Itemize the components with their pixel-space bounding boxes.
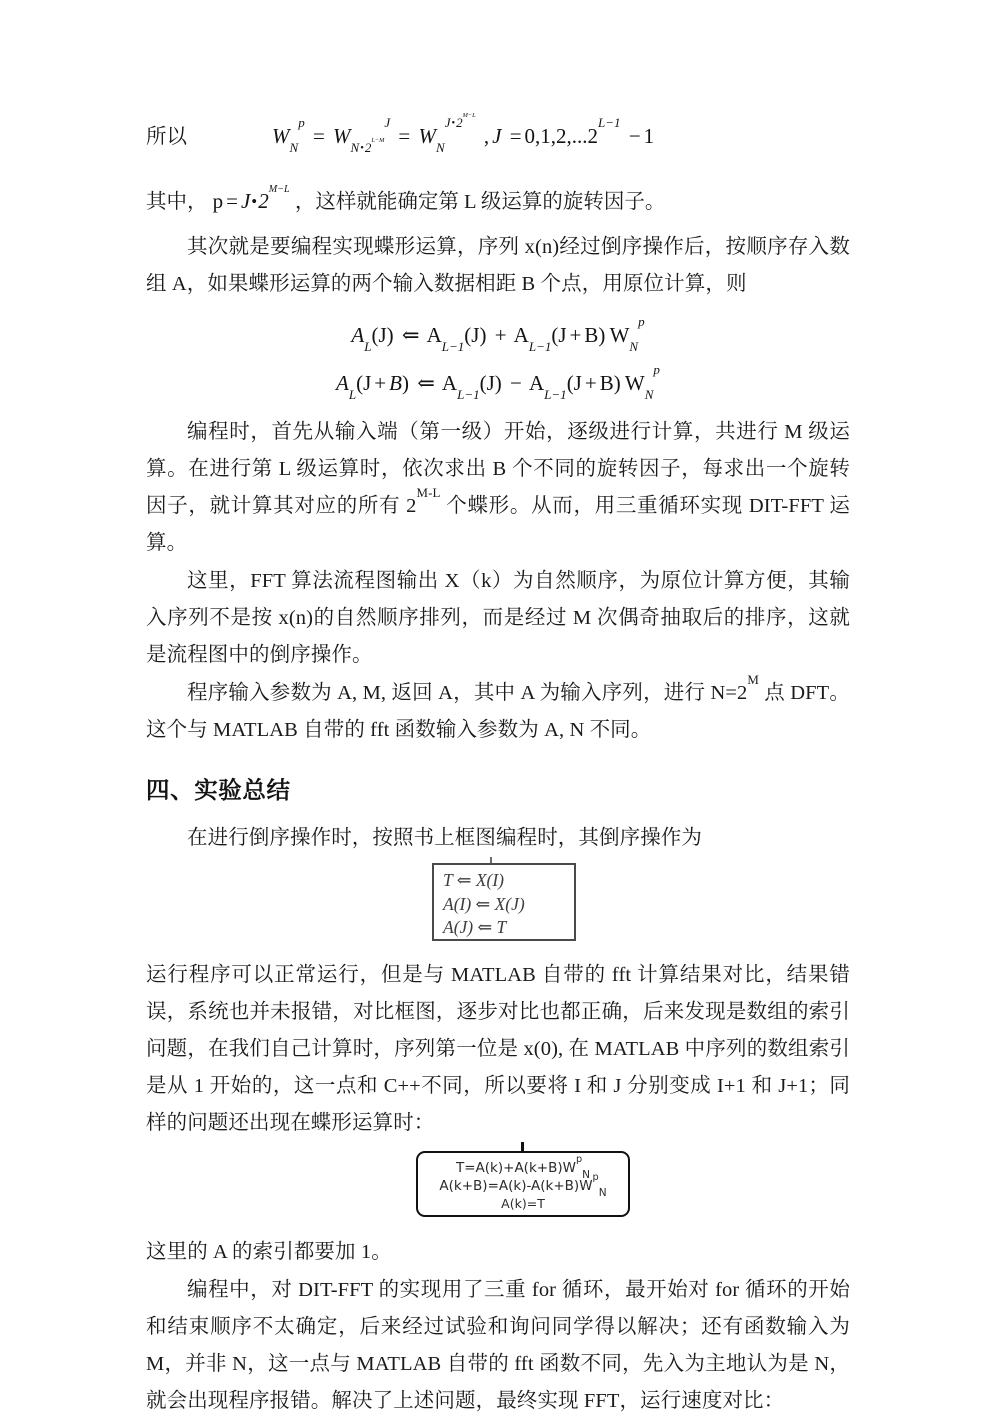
qizhong-prefix: 其中， (146, 191, 208, 213)
params-superscript: M (747, 671, 759, 687)
paragraph-staged-computation (146, 414, 850, 562)
figure-reverse-line-1: T ⇐ X(I) (443, 870, 505, 890)
params-text-tail: 点 DFT。这个与 MATLAB 自带的 fft 函数输入参数为 A, N 不同。 (146, 682, 850, 741)
paragraph-index-plus-one: 这里的 A 的索引都要加 1。 (146, 1241, 392, 1263)
paragraph-index-issue: 运行程序可以正常运行，但是与 MATLAB 自带的 fft 计算结果对比，结果错误，系统也并未报错，对比框图，逐步对比也都正确，后来发现是数组的索引问题，在我们自己计算时，序列第一位是 x(0), 在 MATLAB 中序列的数组索引是从 1 开始的，这一点和 C++不同，所以要将 I 和 J 分别变成 I+1 和 J+1；同样的问题还出现在蝶形运算时： (146, 964, 850, 1134)
figure-butterfly-lines (418, 1153, 628, 1213)
figure-reverse-line-2: A(I) ⇐ X(J) (443, 893, 525, 914)
paragraph-triple-loops: 编程中，对 DIT-FFT 的实现用了三重 for 循环，最开始对 for 循环的开始和结束顺序不太确定，后来经过试验和询问同学得以解决；还有函数输入为 M，并非 N，这一点与 MATLAB 自带的 fft 函数不同，先入为主地认为是 N，就会出现程序报错。解决了上述问题，最终实现 FFT，运行速度对比： (146, 1279, 850, 1412)
figure-reverse-line-3: A(J) ⇐ T (443, 917, 507, 937)
label-soyi: 所以 (146, 126, 187, 148)
figure-reverse-order-box (146, 857, 850, 947)
formula-body-2: $A_L(J + B)$ ⇐ $A_{L-1}(J) - A_{L-1}(J + B)$ $W_N^p$ (336, 361, 660, 402)
display-formula-butterfly-2 (146, 361, 850, 402)
formula-p-definition: $p = J•2^{M-L}$ (212, 183, 290, 213)
document-content (146, 0, 850, 1420)
formula-line-qizhong (146, 183, 850, 220)
qizhong-suffix: ，这样就能确定第 L 级运算的旋转因子。 (294, 191, 666, 213)
section-heading-summary: 四、实验总结 (146, 776, 291, 804)
figure-reverse-lines (443, 869, 525, 940)
staged-text-head: 编程时，首先从输入端（第一级）开始，逐级进行计算，共进行 M 级运算。在进行第 L 级运算时，依次求出 B 个不同的旋转因子，每求出一个旋转因子，就计算其对应的所有 2 (146, 421, 850, 517)
paragraph-program-parameters (146, 671, 850, 749)
paragraph-reverse-order: 在进行倒序操作时，按照书上框图编程时，其倒序操作为 (187, 827, 702, 849)
figure-butterfly-line-3: A(k)=T (501, 1196, 545, 1211)
formula-line-soyi (146, 111, 850, 159)
figure-butterfly-line-1: $T=A(k)+A(k+B)W^p_N$ (455, 1153, 590, 1181)
figure-reverse-border (432, 863, 576, 941)
staged-superscript: M-L (416, 484, 441, 500)
figure-butterfly-border (416, 1151, 630, 1217)
formula-twiddle: $W_N^p = W_{N•2^{L-M}}^J = W_N^{J•2^{M-L}}$ , $J = 0,1,2,...2^{L-1} - 1$ (272, 111, 655, 155)
figure-butterfly-box (146, 1142, 850, 1228)
staged-text-tail: 个蝶形。从而，用三重循环实现 DIT-FFT 运算。 (146, 495, 850, 554)
params-text-head: 程序输入参数为 A, M, 返回 A，其中 A 为输入序列，进行 N=2 (187, 682, 748, 704)
display-formula-butterfly-1 (146, 313, 850, 354)
paragraph-butterfly-intro: 其次就是要编程实现蝶形运算，序列 x(n)经过倒序操作后，按顺序存入数组 A，如果蝶形运算的两个输入数据相距 B 个点，用原位计算，则 (146, 236, 850, 295)
paragraph-natural-order: 这里，FFT 算法流程图输出 X（k）为自然顺序，为原位计算方便，其输入序列不是按 x(n)的自然顺序排列，而是经过 M 次偶奇抽取后的排序，这就是流程图中的倒序操作。 (146, 570, 850, 666)
figure-butterfly-line-2: $A(k+B)=A(k)-A(k+B)W^p_N$ (439, 1171, 607, 1199)
formula-body-1: $A_L(J)$ ⇐ $A_{L-1}(J) + A_{L-1}(J + B)$ $W_N^p$ (351, 313, 645, 354)
